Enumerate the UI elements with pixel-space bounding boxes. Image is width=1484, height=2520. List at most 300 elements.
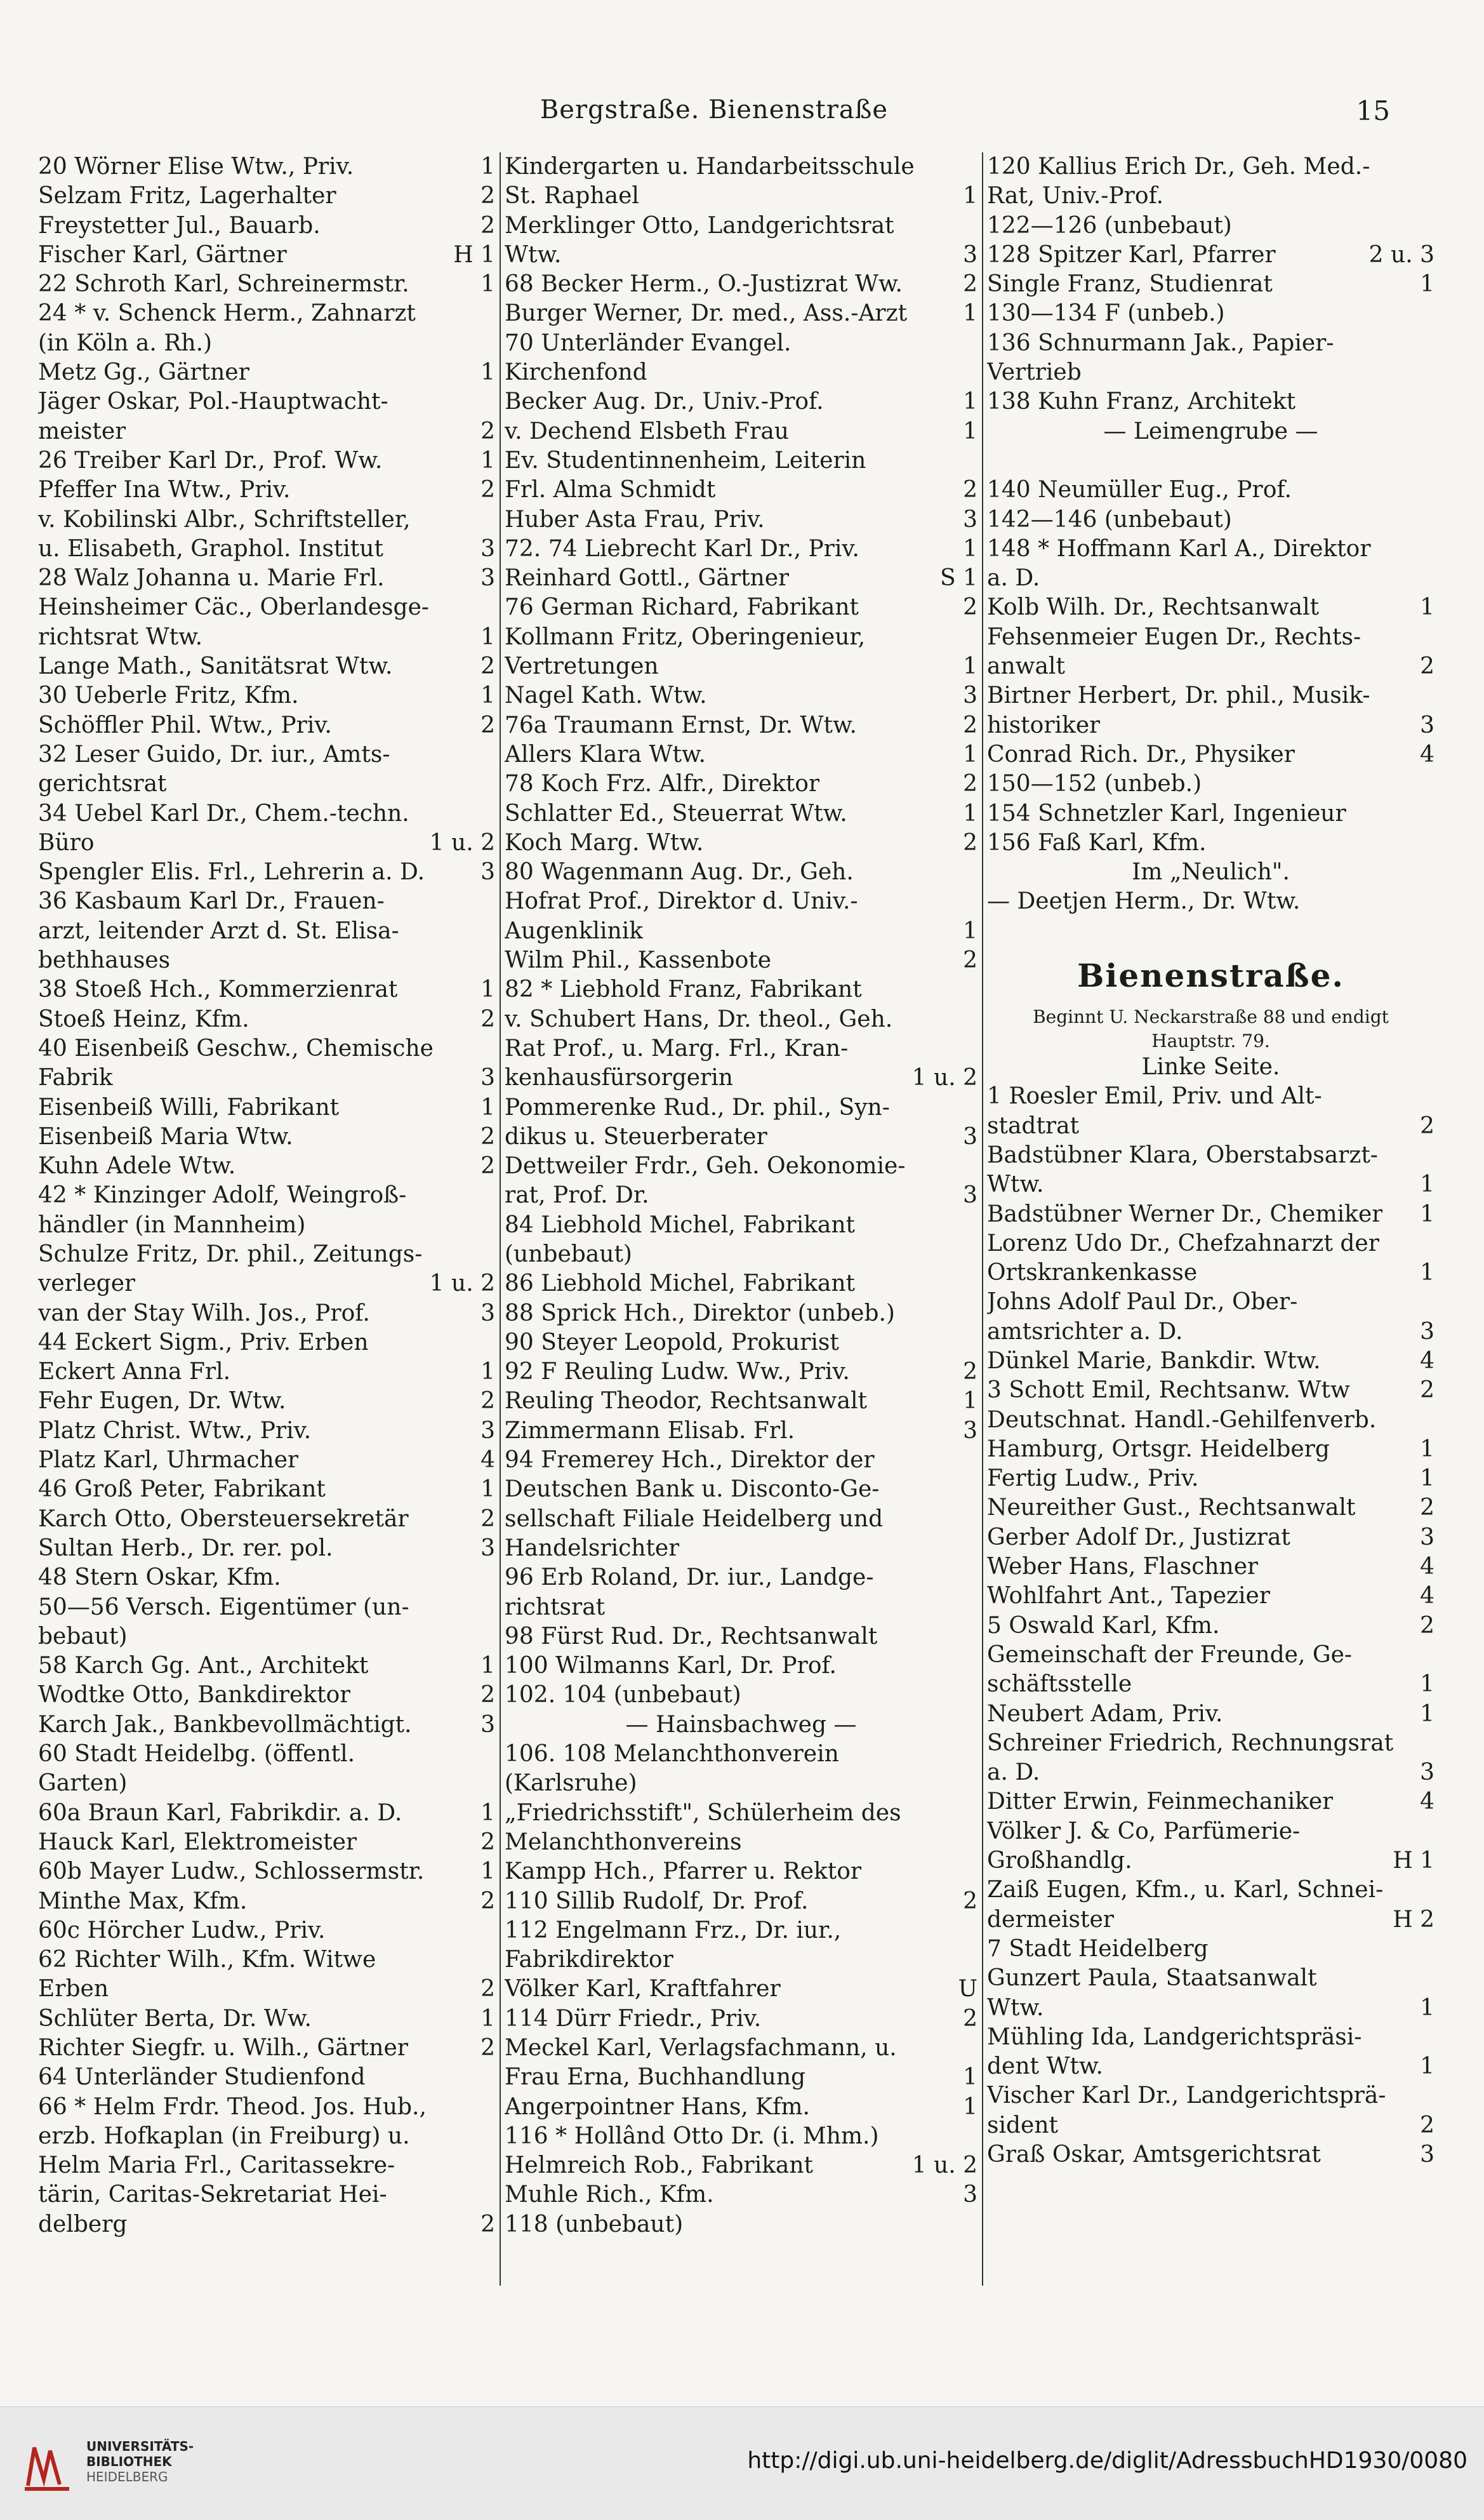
entry-floor: 1 <box>1420 2053 1434 2080</box>
directory-entry <box>38 564 495 593</box>
entry-floor: 4 <box>480 1447 495 1474</box>
entry-floor: 1 <box>1420 271 1434 298</box>
entry-text: 5 Oswald Karl, Kfm. <box>987 1612 1220 1639</box>
directory-entry <box>987 1288 1434 1317</box>
directory-entry <box>987 535 1434 564</box>
entry-text: — Leimengrube — <box>1103 418 1318 444</box>
directory-entry <box>38 1593 495 1622</box>
entry-text: 88 Sprick Hch., Direktor (unbeb.) <box>505 1300 895 1326</box>
entry-floor: 1 <box>963 917 977 944</box>
entry-text: Heinsheimer Cäc., Oberlandesge- <box>38 594 430 621</box>
directory-entry <box>38 1005 495 1034</box>
entry-text: Ditter Erwin, Feinmechaniker <box>987 1789 1334 1815</box>
directory-entry <box>505 476 977 505</box>
street-heading: Bienenstraße. <box>1077 956 1344 994</box>
directory-entry <box>505 1769 977 1798</box>
entry-text: amtsrichter a. D. <box>987 1318 1183 1345</box>
entry-text: Rat Prof., u. Marg. Frl., Kran- <box>505 1035 849 1062</box>
entry-text: 80 Wagenmann Aug. Dr., Geh. <box>505 859 854 886</box>
directory-entry <box>38 652 495 681</box>
entry-floor: 1 <box>1420 1260 1434 1286</box>
entry-floor: 2 <box>1420 1612 1434 1639</box>
directory-entry <box>987 1787 1434 1817</box>
entry-text: — Deetjen Herm., Dr. Wtw. <box>987 888 1301 915</box>
entry-text: Muhle Rich., Kfm. <box>505 2182 714 2208</box>
entry-floor: 2 <box>480 418 495 444</box>
entry-floor: 1 <box>480 1476 495 1503</box>
entry-text: Frl. Alma Schmidt <box>505 477 716 503</box>
directory-entry <box>987 299 1434 328</box>
entry-text: Erben <box>38 1976 109 2003</box>
directory-columns <box>38 152 1434 2286</box>
directory-entry <box>987 1317 1434 1347</box>
entry-text: 150—152 (unbeb.) <box>987 771 1202 797</box>
library-name-line: BIBLIOTHEK <box>86 2454 172 2469</box>
entry-text: Mühling Ida, Landgerichtspräsi- <box>987 2023 1362 2050</box>
document-url[interactable]: http://digi.ub.uni-heidelberg.de/diglit/AdressbuchHD1930/0080 <box>747 2448 1467 2474</box>
directory-entry <box>505 799 977 829</box>
directory-entry <box>505 1063 977 1093</box>
entry-text: Zimmermann Elisab. Frl. <box>505 1417 795 1444</box>
directory-entry <box>505 1328 977 1357</box>
directory-entry <box>505 1563 977 1592</box>
entry-text: v. Schubert Hans, Dr. theol., Geh. <box>505 1006 893 1032</box>
library-logo-icon <box>15 2435 79 2498</box>
directory-entry <box>505 1387 977 1416</box>
directory-entry <box>987 740 1434 770</box>
entry-floor: 3 <box>480 1417 495 1444</box>
entry-floor: 1 <box>1420 1436 1434 1462</box>
entry-text: 60 Stadt Heidelbg. (öffentl. <box>38 1741 355 1768</box>
directory-entry <box>505 2093 977 2122</box>
entry-text: Gunzert Paula, Staatsanwalt <box>987 1965 1317 1992</box>
directory-entry <box>505 858 977 887</box>
entry-text: 94 Fremerey Hch., Direktor der <box>505 1447 875 1474</box>
directory-entry <box>505 1740 977 1769</box>
library-name <box>86 2439 194 2484</box>
directory-entry <box>505 623 977 652</box>
entry-floor: 2 <box>480 1829 495 1855</box>
entry-text: 114 Dürr Friedr., Priv. <box>505 2005 762 2032</box>
directory-entry <box>505 652 977 681</box>
entry-text: 60c Hörcher Ludw., Priv. <box>38 1917 326 1943</box>
library-city: HEIDELBERG <box>86 2469 168 2484</box>
entry-floor: 2 <box>963 2005 977 2032</box>
street-note: Hauptstr. 79. <box>1151 1030 1270 1051</box>
directory-entry <box>987 681 1434 710</box>
directory-entry <box>505 241 977 270</box>
entry-text: Wohlfahrt Ant., Tapezier <box>987 1583 1271 1610</box>
directory-entry <box>987 182 1434 211</box>
entry-text: Hamburg, Ortsgr. Heidelberg <box>987 1436 1330 1462</box>
directory-entry <box>505 1857 977 1886</box>
directory-entry <box>987 2052 1434 2081</box>
entry-text: 100 Wilmanns Karl, Dr. Prof. <box>505 1653 837 1679</box>
entry-text: Kirchenfond <box>505 359 647 386</box>
entry-text: Kollmann Fritz, Oberingenieur, <box>505 623 866 650</box>
entry-text: gerichtsrat <box>38 771 167 797</box>
entry-text: Fertig Ludw., Priv. <box>987 1465 1199 1492</box>
entry-text: 106. 108 Melanchthonverein <box>505 1741 839 1768</box>
directory-entry <box>505 1034 977 1063</box>
entry-floor: 1 <box>1420 1171 1434 1198</box>
entry-text: sident <box>987 2112 1058 2138</box>
directory-entry <box>505 1152 977 1181</box>
directory-entry <box>987 1700 1434 1729</box>
directory-entry <box>987 1112 1434 1141</box>
entry-floor: 2 <box>480 1006 495 1032</box>
library-name-line: UNIVERSITÄTS- <box>86 2439 194 2454</box>
entry-text: 32 Leser Guido, Dr. iur., Amts- <box>38 741 390 768</box>
entry-text: 76 German Richard, Fabrikant <box>505 594 859 621</box>
entry-text: 148 * Hoffmann Karl A., Direktor <box>987 535 1371 562</box>
entry-text: Freystetter Jul., Bauarb. <box>38 212 321 239</box>
entry-floor: 3 <box>963 1417 977 1444</box>
entry-text: (in Köln a. Rh.) <box>38 330 213 356</box>
directory-entry <box>38 2004 495 2034</box>
entry-floor: 1 <box>480 271 495 298</box>
entry-text: 128 Spitzer Karl, Pfarrer <box>987 241 1276 268</box>
entry-floor: 2 <box>963 477 977 503</box>
entry-text: Im „Neulich". <box>1132 859 1290 886</box>
directory-entry <box>987 2023 1434 2052</box>
entry-text: Gerber Adolf Dr., Justizrat <box>987 1524 1290 1550</box>
entry-floor: 1 <box>480 2005 495 2032</box>
column-right <box>987 152 1434 2286</box>
spacer <box>987 917 1434 946</box>
entry-floor: 2 <box>480 712 495 738</box>
directory-entry <box>38 1240 495 1269</box>
entry-floor: 2 u. 3 <box>1368 241 1434 268</box>
entry-text: 118 (unbebaut) <box>505 2211 684 2237</box>
entry-text: 36 Kasbaum Karl Dr., Frauen- <box>38 888 385 915</box>
entry-text: 76a Traumann Ernst, Dr. Wtw. <box>505 712 857 738</box>
directory-entry <box>38 211 495 241</box>
entry-text: Neubert Adam, Priv. <box>987 1700 1223 1727</box>
directory-entry <box>38 1563 495 1592</box>
entry-floor: 1 <box>1420 1671 1434 1698</box>
directory-entry <box>987 770 1434 799</box>
directory-entry <box>38 1152 495 1181</box>
directory-entry <box>987 1435 1434 1464</box>
entry-text: Völker J. & Co, Parfümerie- <box>987 1818 1301 1844</box>
directory-entry <box>505 1945 977 1975</box>
entry-text: Deutschnat. Handl.-Gehilfenverb. <box>987 1406 1377 1433</box>
entry-text: Badstübner Werner Dr., Chemiker <box>987 1201 1383 1227</box>
entry-floor: 3 <box>480 859 495 886</box>
entry-text: Stoeß Heinz, Kfm. <box>38 1006 249 1032</box>
directory-entry <box>505 1357 977 1387</box>
entry-text: Gemeinschaft der Freunde, Ge- <box>987 1641 1353 1668</box>
entry-floor: 1 <box>963 300 977 327</box>
entry-text: St. Raphael <box>505 183 639 210</box>
entry-text: Huber Asta Frau, Priv. <box>505 506 765 533</box>
entry-text: Deutschen Bank u. Disconto-Ge- <box>505 1476 880 1503</box>
directory-entry <box>505 358 977 387</box>
directory-entry <box>38 740 495 770</box>
entry-text: Wilm Phil., Kassenbote <box>505 947 772 974</box>
entry-text: Schlatter Ed., Steuerrat Wtw. <box>505 800 847 827</box>
entry-floor: 1 <box>480 1858 495 1885</box>
entry-floor: 2 <box>963 1359 977 1385</box>
entry-text: Merklinger Otto, Landgerichtsrat <box>505 212 894 239</box>
entry-text: 122—126 (unbebaut) <box>987 212 1232 239</box>
entry-text: Meckel Karl, Verlagsfachmann, u. <box>505 2035 897 2061</box>
entry-text: 140 Neumüller Eug., Prof. <box>987 477 1292 503</box>
directory-entry <box>505 770 977 799</box>
entry-text: erzb. Hofkaplan (in Freiburg) u. <box>38 2123 410 2149</box>
directory-entry <box>505 1828 977 1857</box>
directory-entry <box>38 946 495 975</box>
directory-entry <box>505 1622 977 1651</box>
directory-entry <box>38 417 495 446</box>
entry-text: Eisenbeiß Maria Wtw. <box>38 1123 293 1150</box>
entry-text: Richter Siegfr. u. Wilh., Gärtner <box>38 2035 408 2061</box>
entry-floor: 2 <box>963 712 977 738</box>
directory-entry <box>38 858 495 887</box>
directory-entry <box>38 1681 495 1710</box>
entry-floor: 1 <box>1420 1700 1434 1727</box>
entry-floor: 2 <box>480 1888 495 1914</box>
directory-entry <box>38 1887 495 1916</box>
entry-text: 78 Koch Frz. Alfr., Direktor <box>505 771 820 797</box>
entry-floor: 2 <box>963 947 977 974</box>
entry-floor: 1 u. 2 <box>429 829 495 856</box>
entry-text: schäftsstelle <box>987 1671 1132 1698</box>
directory-entry <box>505 1211 977 1240</box>
directory-entry <box>38 829 495 858</box>
entry-floor: 1 <box>480 1799 495 1826</box>
entry-floor: 2 <box>1420 1495 1434 1521</box>
directory-entry <box>38 1651 495 1681</box>
entry-floor: H 1 <box>453 241 495 268</box>
entry-text: Hauck Karl, Elektromeister <box>38 1829 357 1855</box>
entry-floor: 1 <box>963 389 977 415</box>
directory-entry <box>505 946 977 975</box>
entry-floor: 1 u. 2 <box>911 1065 977 1091</box>
directory-entry <box>987 652 1434 681</box>
entry-text: Pfeffer Ina Wtw., Priv. <box>38 477 291 503</box>
entry-floor: 2 <box>963 771 977 797</box>
entry-floor: 3 <box>963 2182 977 2208</box>
directory-entry <box>38 1063 495 1093</box>
entry-floor: 4 <box>1420 1554 1434 1580</box>
entry-floor: 1 <box>480 683 495 709</box>
entry-text: 66 * Helm Frdr. Theod. Jos. Hub., <box>38 2093 427 2120</box>
directory-entry <box>505 829 977 858</box>
directory-entry <box>38 1857 495 1886</box>
entry-floor: 3 <box>480 1711 495 1738</box>
directory-entry <box>505 1975 977 2004</box>
spacer <box>987 446 1434 476</box>
directory-entry <box>38 1299 495 1328</box>
entry-floor: 1 <box>963 2093 977 2120</box>
entry-text: 50—56 Versch. Eigentümer (un- <box>38 1594 409 1620</box>
entry-text: arzt, leitender Arzt d. St. Elisa- <box>38 917 399 944</box>
entry-text: Schöffler Phil. Wtw., Priv. <box>38 712 332 738</box>
entry-floor: 3 <box>480 535 495 562</box>
entry-text: stadtrat <box>987 1112 1080 1139</box>
directory-entry <box>987 505 1434 535</box>
entry-text: 48 Stern Oskar, Kfm. <box>38 1564 281 1591</box>
entry-text: 42 * Kinzinger Adolf, Weingroß- <box>38 1182 407 1209</box>
directory-entry <box>505 2004 977 2034</box>
directory-entry <box>38 1357 495 1387</box>
entry-text: Neureither Gust., Rechtsanwalt <box>987 1495 1356 1521</box>
directory-entry <box>38 1622 495 1651</box>
entry-text: a. D. <box>987 565 1040 592</box>
directory-entry <box>38 358 495 387</box>
entry-floor: 3 <box>1420 1318 1434 1345</box>
directory-entry <box>38 2180 495 2210</box>
directory-entry <box>987 593 1434 622</box>
directory-entry <box>987 1670 1434 1699</box>
entry-floor: 3 <box>963 1182 977 1209</box>
directory-entry <box>505 740 977 770</box>
entry-floor: 3 <box>1420 2142 1434 2168</box>
entry-text: v. Dechend Elsbeth Frau <box>505 418 789 444</box>
entry-text: 136 Schnurmann Jak., Papier- <box>987 330 1334 356</box>
directory-entry <box>987 2140 1434 2170</box>
directory-entry <box>987 1082 1434 1111</box>
entry-text: 3 Schott Emil, Rechtsanw. Wtw <box>987 1377 1350 1404</box>
entry-floor: 2 <box>480 1505 495 1532</box>
directory-entry <box>987 358 1434 387</box>
directory-entry <box>987 241 1434 270</box>
entry-text: Helmreich Rob., Fabrikant <box>505 2152 814 2179</box>
directory-entry <box>38 241 495 270</box>
directory-entry <box>38 917 495 946</box>
column-divider <box>500 152 501 2286</box>
entry-text: dikus u. Steuerberater <box>505 1123 767 1150</box>
entry-text: 130—134 F (unbeb.) <box>987 300 1225 327</box>
entry-text: Schulze Fritz, Dr. phil., Zeitungs- <box>38 1241 423 1267</box>
entry-text: Wtw. <box>505 241 562 268</box>
entry-text: 44 Eckert Sigm., Priv. Erben <box>38 1329 369 1356</box>
entry-text: Vertretungen <box>505 653 659 680</box>
column-middle <box>505 152 977 2286</box>
entry-text: Eckert Anna Frl. <box>38 1359 231 1385</box>
directory-entry <box>38 1387 495 1416</box>
directory-entry <box>987 1641 1434 1670</box>
directory-entry <box>38 329 495 358</box>
entry-text: Ev. Studentinnenheim, Leiterin <box>505 447 866 474</box>
directory-entry <box>38 1093 495 1123</box>
entry-floor: 2 <box>963 1888 977 1914</box>
directory-entry <box>38 182 495 211</box>
entry-floor: 2 <box>480 183 495 210</box>
entry-text: 68 Becker Herm., O.-Justizrat Ww. <box>505 271 903 298</box>
directory-entry <box>38 446 495 476</box>
entry-text: rat, Prof. Dr. <box>505 1182 649 1209</box>
entry-text: a. D. <box>987 1759 1040 1786</box>
directory-entry <box>987 887 1434 916</box>
directory-entry <box>38 1975 495 2004</box>
directory-entry <box>505 975 977 1004</box>
entry-text: 30 Ueberle Fritz, Kfm. <box>38 683 299 709</box>
directory-entry <box>987 1611 1434 1641</box>
directory-entry <box>38 1446 495 1475</box>
entry-text: Jäger Oskar, Pol.-Hauptwacht- <box>38 389 388 415</box>
entry-text: van der Stay Wilh. Jos., Prof. <box>38 1300 370 1326</box>
directory-entry <box>505 2034 977 2063</box>
entry-floor: S 1 <box>939 565 977 592</box>
entry-floor: 1 <box>480 1653 495 1679</box>
entry-text: 60a Braun Karl, Fabrikdir. a. D. <box>38 1799 402 1826</box>
entry-text: 62 Richter Wilh., Kfm. Witwe <box>38 1947 376 1973</box>
directory-entry <box>987 1141 1434 1170</box>
directory-entry <box>505 1799 977 1828</box>
entry-text: Schlüter Berta, Dr. Ww. <box>38 2005 312 2032</box>
directory-entry <box>987 829 1434 858</box>
directory-entry <box>38 2122 495 2151</box>
entry-text: Zaiß Eugen, Kfm., u. Karl, Schnei- <box>987 1877 1384 1903</box>
entry-floor: 2 <box>963 271 977 298</box>
directory-entry <box>505 1887 977 1916</box>
directory-entry <box>38 681 495 710</box>
directory-entry <box>505 417 977 446</box>
directory-entry <box>38 1328 495 1357</box>
entry-floor: 4 <box>1420 1789 1434 1815</box>
directory-entry <box>38 270 495 299</box>
directory-entry <box>987 1964 1434 1993</box>
entry-text: Völker Karl, Kraftfahrer <box>505 1976 781 2003</box>
entry-text: Kuhn Adele Wtw. <box>38 1153 236 1180</box>
section-label <box>987 417 1434 446</box>
directory-entry <box>38 476 495 505</box>
directory-entry <box>987 1994 1434 2023</box>
directory-entry <box>987 329 1434 358</box>
directory-entry <box>987 799 1434 829</box>
directory-entry <box>505 564 977 593</box>
directory-entry <box>38 593 495 622</box>
directory-entry <box>38 1269 495 1298</box>
entry-floor: 1 u. 2 <box>911 2152 977 2179</box>
entry-floor: 2 <box>480 1123 495 1150</box>
entry-text: „Friedrichsstift", Schülerheim des <box>505 1799 901 1826</box>
entry-text: 96 Erb Roland, Dr. iur., Landge- <box>505 1564 874 1591</box>
directory-entry <box>987 1200 1434 1229</box>
entry-floor: 1 <box>963 741 977 768</box>
entry-text: u. Elisabeth, Graphol. Institut <box>38 535 383 562</box>
directory-entry <box>38 1181 495 1210</box>
entry-text: Hofrat Prof., Direktor d. Univ.- <box>505 888 858 915</box>
entry-text: Eisenbeiß Willi, Fabrikant <box>38 1094 340 1121</box>
directory-entry <box>505 211 977 241</box>
entry-text: Fabrikdirektor <box>505 1947 673 1973</box>
entry-floor: 1 <box>480 623 495 650</box>
entry-floor: 4 <box>1420 741 1434 768</box>
directory-entry <box>987 1376 1434 1405</box>
entry-floor: 1 <box>963 418 977 444</box>
entry-text: 92 F Reuling Ludw. Ww., Priv. <box>505 1359 850 1385</box>
directory-entry <box>987 711 1434 740</box>
entry-text: Koch Marg. Wtw. <box>505 829 704 856</box>
directory-entry <box>38 535 495 564</box>
directory-entry <box>987 1876 1434 1905</box>
section-label <box>987 1053 1434 1082</box>
entry-text: Dünkel Marie, Bankdir. Wtw. <box>987 1347 1321 1374</box>
entry-text: Rat, Univ.-Prof. <box>987 183 1164 210</box>
entry-text: Weber Hans, Flaschner <box>987 1554 1259 1580</box>
entry-text: Badstübner Klara, Oberstabsarzt- <box>987 1142 1378 1168</box>
entry-text: 22 Schroth Karl, Schreinermstr. <box>38 271 409 298</box>
entry-text: richtsrat Wtw. <box>38 623 203 650</box>
directory-entry <box>987 1493 1434 1523</box>
directory-entry <box>505 917 977 946</box>
directory-entry <box>987 1347 1434 1376</box>
directory-entry <box>38 1710 495 1740</box>
